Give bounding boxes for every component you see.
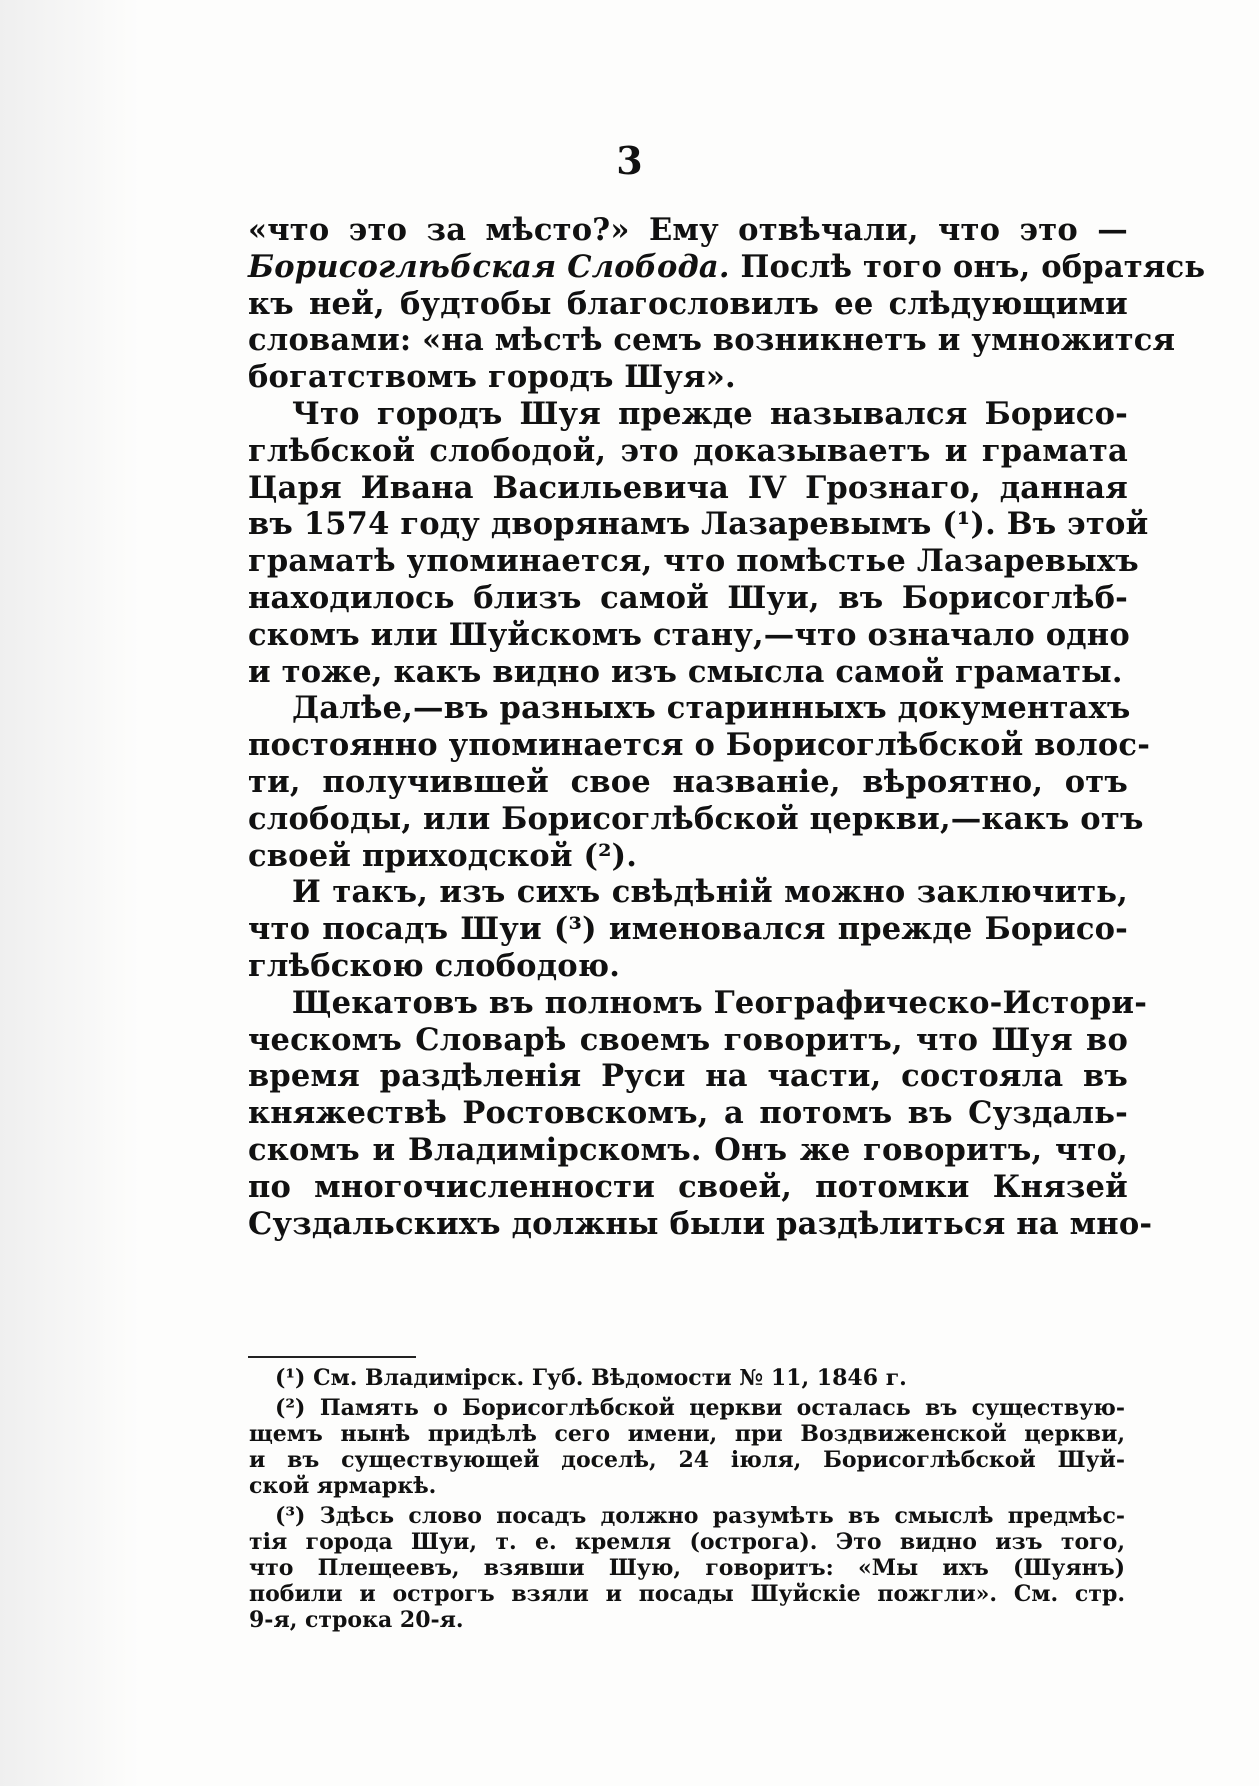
text-line: Щекатовъ въ полномъ Географическо-Истори- [292, 984, 1148, 1021]
text-line: по многочисленности своей, потомки Князей [248, 1168, 1128, 1205]
page-margin-shadow [0, 0, 140, 1786]
footnote-line: (²) Память о Борисоглѣбской церкви осталась въ существую- [275, 1395, 1125, 1421]
text-line: находилось близъ самой Шуи, въ Борисоглѣб- [248, 579, 1128, 616]
text-line: своей приходской (²). [248, 837, 638, 874]
text-line: словами: «на мѣстѣ семъ возникнетъ и умножится [248, 322, 1176, 359]
footnote-line: и въ существующей доселѣ, 24 іюля, Борисоглѣбской Шуй- [249, 1447, 1125, 1473]
text-line: скомъ и Владимірскомъ. Онъ же говоритъ, что, [248, 1131, 1128, 1168]
text-line: Царя Ивана Васильевича IV Грознаго, данная [248, 469, 1128, 506]
text-line: Борисоглѣбская Слобода. Послѣ того онъ, обратясь [248, 248, 1206, 285]
footnote-line: что Плещеевъ, взявши Шую, говоритъ: «Мы ихъ (Шуянъ) [249, 1555, 1125, 1581]
text-line: Суздальскихъ должны были раздѣлиться на мно- [248, 1205, 1153, 1242]
text-line: въ 1574 году дворянамъ Лазаревымъ (¹). Въ этой [248, 506, 1149, 543]
footnote-line: тія города Шуи, т. е. кремля (острога). Это видно изъ того, [249, 1529, 1125, 1555]
footnote-line: побили и острогъ взяли и посады Шуйскіе пожгли». См. стр. [249, 1581, 1125, 1607]
text-line: время раздѣленія Руси на части, состояла въ [248, 1058, 1128, 1095]
footnote-line: (³) Здѣсь слово посадъ должно разумѣть въ смыслѣ предмѣс- [275, 1503, 1125, 1529]
text-line: Далѣе,—въ разныхъ старинныхъ документахъ [292, 690, 1131, 727]
text-line: постоянно упоминается о Борисоглѣбской волос- [248, 727, 1151, 764]
text-line: богатствомъ городъ Шуя». [248, 359, 736, 396]
text-line: ти, получившей свое названіе, вѣроятно, отъ [248, 763, 1128, 800]
text-line: И такъ, изъ сихъ свѣдѣній можно заключить, [292, 874, 1128, 911]
text-line: ческомъ Словарѣ своемъ говоритъ, что Шуя во [248, 1021, 1128, 1058]
text-line: скомъ или Шуйскомъ стану,—что означало одно [248, 616, 1130, 653]
footnote-line: ской ярмаркѣ. [249, 1473, 437, 1499]
footnotes [249, 1365, 1125, 1633]
text-line: слободы, или Борисоглѣбской церкви,—какъ отъ [248, 800, 1144, 837]
text-line: глѣбской слободой, это доказываетъ и грамата [248, 432, 1128, 469]
page-number: 3 [616, 138, 643, 183]
footnote-rule [248, 1356, 416, 1358]
text-line: глѣбскою слободою. [248, 947, 621, 984]
text-line: княжествѣ Ростовскомъ, а потомъ въ Суздаль- [248, 1095, 1128, 1132]
text-line: Что городъ Шуя прежде назывался Борисо- [292, 395, 1128, 432]
text-line: и тоже, какъ видно изъ смысла самой граматы. [248, 653, 1123, 690]
text-line: къ ней, будтобы благословилъ ее слѣдующими [248, 285, 1128, 322]
footnote-line: щемъ нынѣ придѣлѣ сего имени, при Воздвиженской церкви, [249, 1421, 1125, 1447]
footnote-line: 9-я, строка 20-я. [249, 1607, 464, 1633]
main-text [248, 212, 1206, 1242]
text-line: «что это за мѣсто?» Ему отвѣчали, что это — [248, 212, 1128, 248]
text-line: граматѣ упоминается, что помѣстье Лазаревыхъ [248, 543, 1139, 580]
footnote-line: (¹) См. Владимірск. Губ. Вѣдомости № 11, 1846 г. [275, 1365, 907, 1391]
text-line: что посадъ Шуи (³) именовался прежде Борисо- [248, 911, 1128, 948]
